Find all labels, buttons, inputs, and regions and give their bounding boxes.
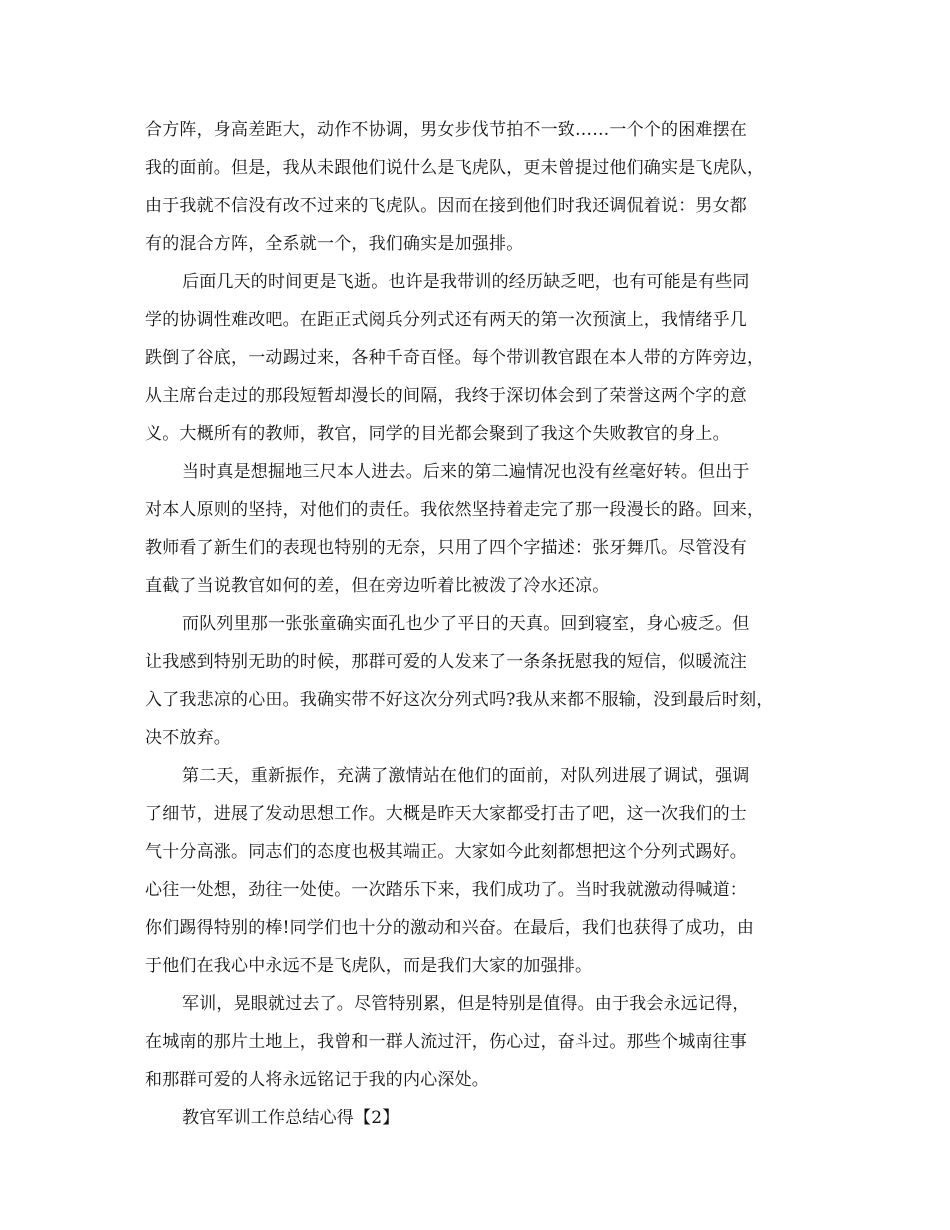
text-line: 直截了当说教官如何的差，但在旁边听着比被泼了冷水还凉。: [145, 576, 610, 596]
text-line: 义。大概所有的教师，教官，同学的目光都会聚到了我这个失败教官的身上。: [145, 424, 730, 444]
text-line: 让我感到特别无助的时候，那群可爱的人发来了一条条抚慰我的短信，似暖流注: [145, 652, 747, 672]
text-line: 决不放弃。: [145, 728, 231, 748]
text-line: 由于我就不信没有改不过来的飞虎队。因而在接到他们时我还调侃着说：男女都: [145, 196, 747, 216]
text-line: 气十分高涨。同志们的态度也极其端正。大家如今此刻都想把这个分列式踢好。: [145, 842, 747, 862]
text-line: 教师看了新生们的表现也特别的无奈，只用了四个字描述：张牙舞爪。尽管没有: [145, 538, 747, 558]
paragraph-first-line: 当时真是想掘地三尺本人进去。后来的第二遍情况也没有丝毫好转。但出于: [182, 462, 750, 482]
text-line: 入了我悲凉的心田。我确实带不好这次分列式吗?我从来都不服输，没到最后时刻，: [145, 690, 774, 710]
text-line: 和那群可爱的人将永远铭记于我的内心深处。: [145, 1070, 489, 1090]
text-line: 从主席台走过的那段短暂却漫长的间隔，我终于深切体会到了荣誉这两个字的意: [145, 386, 747, 406]
text-line: 对本人原则的坚持，对他们的责任。我依然坚持着走完了那一段漫长的路。回来，: [145, 500, 765, 520]
text-line: 跌倒了谷底，一动踢过来，各种千奇百怪。每个带训教官跟在本人带的方阵旁边，: [145, 348, 765, 368]
paragraph-first-line: 第二天，重新振作，充满了激情站在他们的面前，对队列进展了调试，强调: [182, 766, 750, 786]
section-heading: 教官军训工作总结心得【2】: [182, 1108, 400, 1128]
text-line: 在城南的那片土地上，我曾和一群人流过汗，伤心过，奋斗过。那些个城南往事: [145, 1032, 747, 1052]
paragraph-first-line: 军训，晃眼就过去了。尽管特别累，但是特别是值得。由于我会永远记得，: [182, 994, 750, 1014]
text-line: 学的协调性难改吧。在距正式阅兵分列式还有两天的第一次预演上，我情绪乎几: [145, 310, 747, 330]
paragraph-first-line: 后面几天的时间更是飞逝。也许是我带训的经历缺乏吧，也有可能是有些同: [182, 272, 750, 292]
text-line: 我的面前。但是，我从未跟他们说什么是飞虎队，更未曾提过他们确实是飞虎队，: [145, 158, 765, 178]
text-line: 合方阵，身高差距大，动作不协调，男女步伐节拍不一致……一个个的困难摆在: [145, 120, 747, 140]
text-line: 你们踢得特别的棒!同学们也十分的激动和兴奋。在最后，我们也获得了成功，由: [145, 918, 755, 938]
paragraph-first-line: 而队列里那一张张童确实面孔也少了平日的天真。回到寝室，身心疲乏。但: [182, 614, 750, 634]
text-line: 心往一处想，劲往一处使。一次踏乐下来，我们成功了。当时我就激动得喊道：: [145, 880, 747, 900]
text-line: 有的混合方阵，全系就一个，我们确实是加强排。: [145, 234, 524, 254]
text-line: 于他们在我心中永远不是飞虎队，而是我们大家的加强排。: [145, 956, 593, 976]
text-line: 了细节，进展了发动思想工作。大概是昨天大家都受打击了吧，这一次我们的士: [145, 804, 747, 824]
